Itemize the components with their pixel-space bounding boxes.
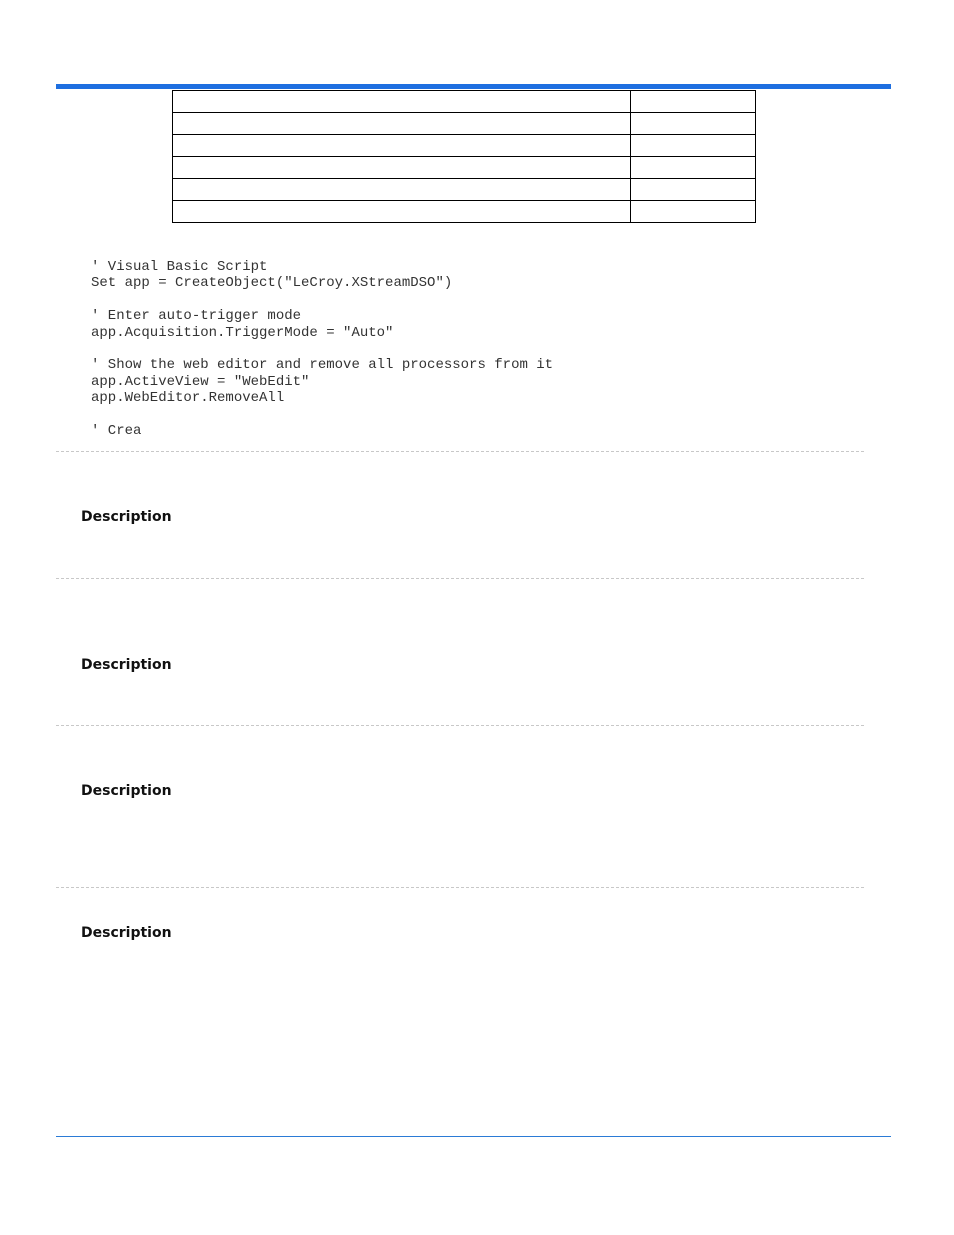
description-heading: Description: [81, 783, 172, 799]
property-table: [172, 90, 756, 223]
code-line: app.Acquisition.TriggerMode = "Auto": [91, 324, 394, 341]
table-cell: [173, 157, 631, 179]
code-line: ' Enter auto-trigger mode: [91, 308, 302, 325]
table-row: [173, 201, 756, 223]
table-cell: [173, 179, 631, 201]
code-line: ' Crea: [91, 423, 142, 440]
table-cell: [631, 201, 756, 223]
table-cell: [631, 91, 756, 113]
code-sample: [91, 259, 553, 439]
table-row: [173, 179, 756, 201]
section-divider: [56, 725, 864, 726]
table-cell: [173, 201, 631, 223]
description-heading: Description: [81, 509, 172, 525]
table-row: [173, 113, 756, 135]
table-cell: [631, 157, 756, 179]
code-line: ' Show the web editor and remove all processors from it: [91, 357, 554, 374]
table-cell: [631, 135, 756, 157]
table-cell: [173, 135, 631, 157]
section-divider: [56, 451, 864, 452]
table-cell: [631, 179, 756, 201]
description-heading: Description: [81, 925, 172, 941]
code-line: app.ActiveView = "WebEdit": [91, 373, 310, 390]
table-cell: [173, 91, 631, 113]
footer-rule: [56, 1136, 891, 1137]
table-row: [173, 91, 756, 113]
description-heading: Description: [81, 657, 172, 673]
table-row: [173, 135, 756, 157]
section-divider: [56, 578, 864, 579]
table-cell: [631, 113, 756, 135]
section-divider: [56, 887, 864, 888]
table-row: [173, 157, 756, 179]
header-rule: [56, 84, 891, 89]
code-line: Set app = CreateObject("LeCroy.XStreamDSO"): [91, 275, 453, 292]
table-cell: [173, 113, 631, 135]
code-line: app.WebEditor.RemoveAll: [91, 390, 285, 407]
code-line: ' Visual Basic Script: [91, 259, 268, 275]
